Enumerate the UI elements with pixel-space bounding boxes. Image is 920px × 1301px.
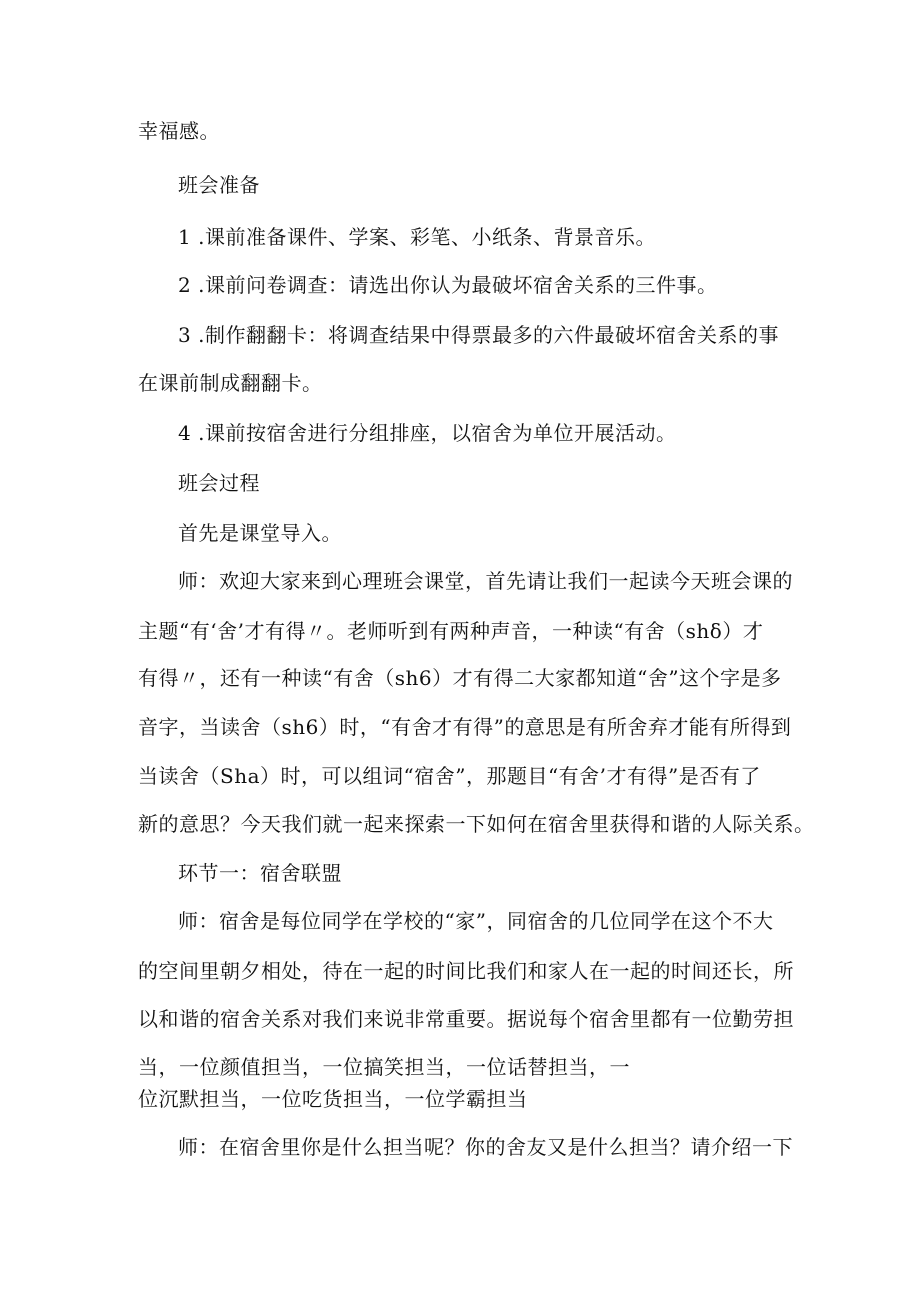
text-line: 师：宿舍是每位同学在学校的“家”，同宿舍的几位同学在这个不大 bbox=[178, 909, 774, 933]
section-heading: 班会准备 bbox=[178, 173, 260, 197]
section-subheading: 首先是课堂导入。 bbox=[178, 521, 342, 545]
text-line: 当读舍（Sha）时，可以组词“宿舍”，那题目“有舍’才有得”是否有了 bbox=[138, 764, 761, 788]
list-item: 4 .课前按宿舍进行分组排座，以宿舍为单位开展活动。 bbox=[178, 421, 677, 445]
section-heading: 环节一：宿舍联盟 bbox=[178, 861, 342, 885]
list-item: 3 .制作翻翻卡：将调查结果中得票最多的六件最破坏宿舍关系的事 bbox=[178, 323, 779, 347]
list-item: 2 .课前问卷调查：请选出你认为最破坏宿舍关系的三件事。 bbox=[178, 273, 718, 297]
text-line: 以和谐的宿舍关系对我们来说非常重要。据说每个宿舍里都有一位勤劳担 bbox=[138, 1007, 794, 1031]
text-line: 新的意思？今天我们就一起来探索一下如何在宿舍里获得和谐的人际关系。 bbox=[138, 812, 815, 836]
text-line: 幸福感。 bbox=[138, 119, 220, 143]
text-line: 的空间里朝夕相处，待在一起的时间比我们和家人在一起的时间还长，所 bbox=[138, 959, 794, 983]
text-line: 师：在宿舍里你是什么担当呢？你的舍友又是什么担当？请介绍一下 bbox=[178, 1135, 793, 1159]
list-item: 1 .课前准备课件、学案、彩笔、小纸条、背景音乐。 bbox=[178, 225, 656, 249]
text-line: 位沉默担当，一位吃货担当，一位学霸担当 bbox=[138, 1087, 528, 1111]
text-line: 师：欢迎大家来到心理班会课堂，首先请让我们一起读今天班会课的 bbox=[178, 569, 793, 593]
text-line: 在课前制成翻翻卡。 bbox=[138, 371, 323, 395]
text-line: 音字，当读舍（sh6）时，“有舍才有得”的意思是有所舍弃才能有所得到 bbox=[138, 715, 792, 739]
section-heading: 班会过程 bbox=[178, 471, 260, 495]
text-line: 当，一位颜值担当，一位搞笑担当，一位话替担当，一 bbox=[138, 1055, 630, 1079]
text-line: 主题“有‘舍’才有得〃。老师听到有两种声音，一种读“有舍（shδ）才 bbox=[138, 619, 764, 643]
text-line: 有得〃，还有一种读“有舍（sh6）才有得二大家都知道“舍”这个字是多 bbox=[138, 666, 782, 690]
